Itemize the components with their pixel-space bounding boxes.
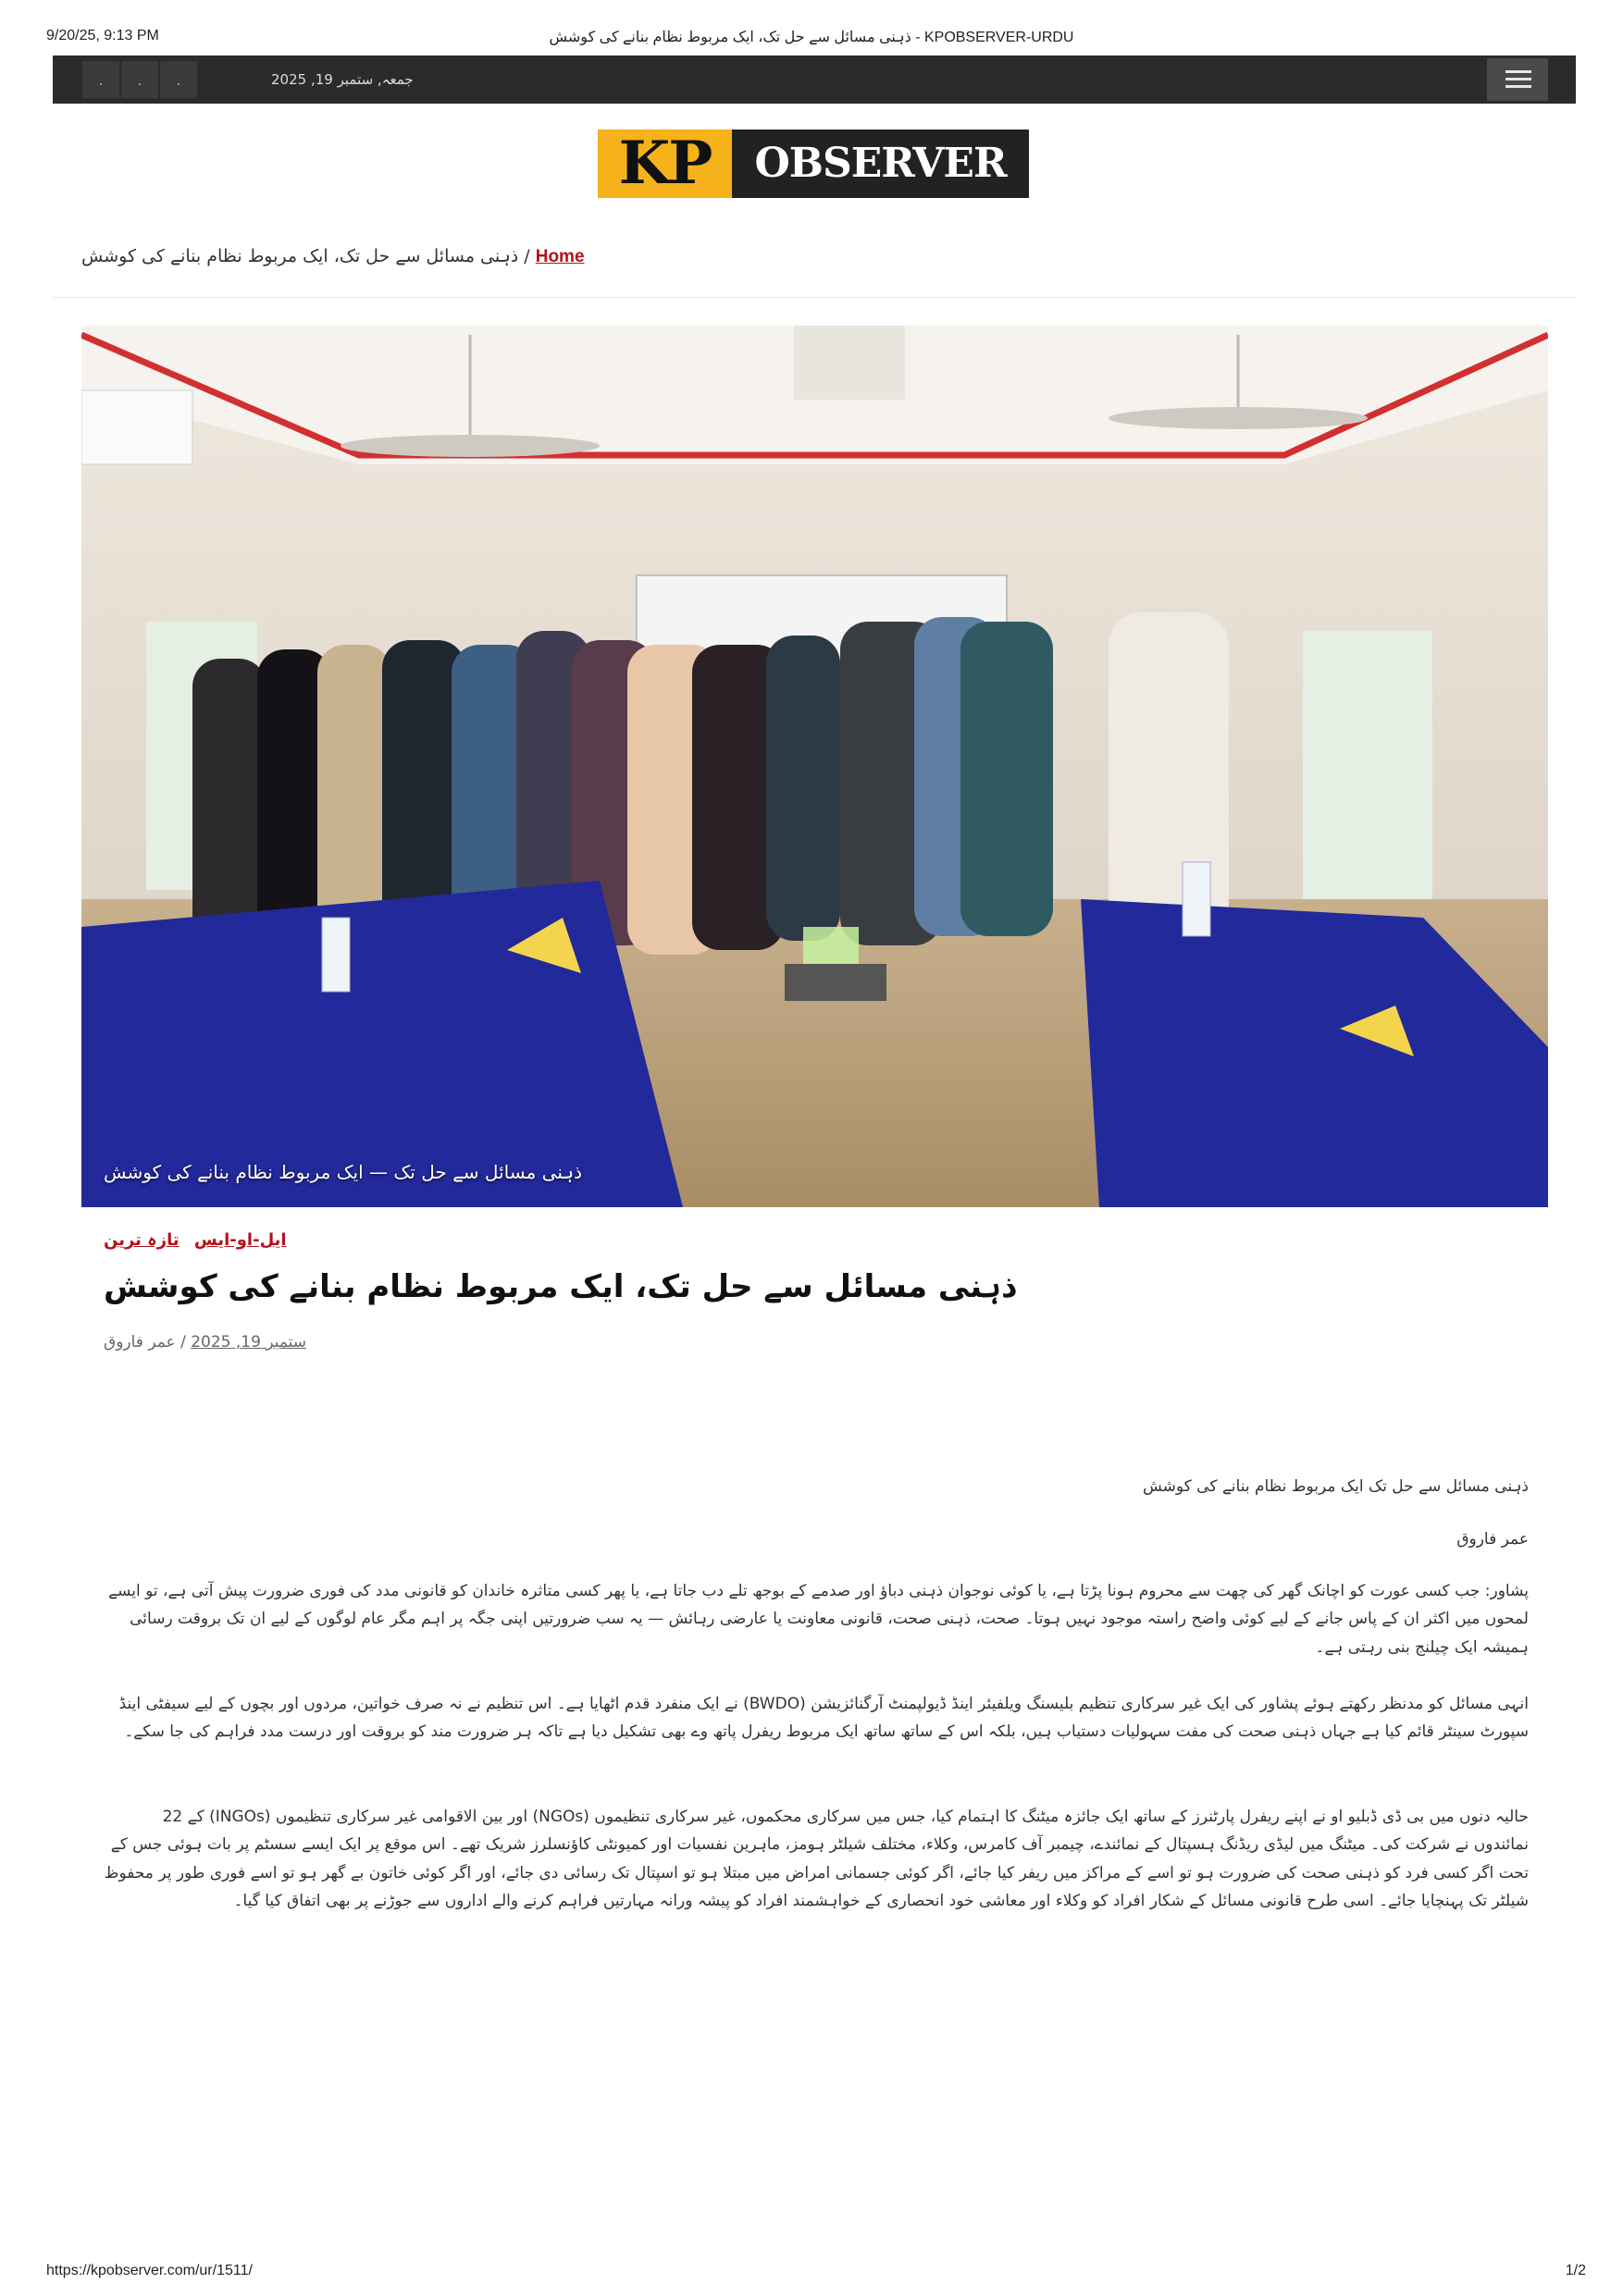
print-url: https://kpobserver.com/ur/1511/	[46, 2263, 253, 2278]
image-caption: ذہنی مسائل سے حل تک — ایک مربوط نظام بنانے کی کوشش	[104, 1161, 582, 1183]
category-link-los[interactable]: ایل-او-ایس	[193, 1230, 287, 1250]
body-author: عمر فاروق	[1456, 1530, 1529, 1549]
article-author[interactable]: عمر فاروق	[104, 1333, 176, 1352]
breadcrumb-current: ذہنی مسائل سے حل تک، ایک مربوط نظام بنانے کی کوشش	[81, 246, 519, 266]
article-meta: ستمبر 19, 2025 / عمر فاروق	[104, 1333, 307, 1352]
social-link-1[interactable]: .	[82, 61, 119, 98]
breadcrumb-home-link[interactable]: Home	[535, 247, 585, 266]
print-page-number: 1/2	[1565, 2263, 1586, 2278]
paragraph-3: حالیہ دنوں میں بی ڈی ڈبلیو او نے اپنے ریفرل پارٹنرز کے ساتھ ایک جائزہ میٹنگ کا اہتمام کیا، جس میں سرکاری محکموں، غیر سرکاری تنظیموں (NGOs) اور بین الاقوامی غیر سرکاری تنظیموں (INGOs) کے 22 نمائندوں نے شرکت کی۔ میٹنگ میں لیڈی ریڈنگ ہسپتال کے نمائندے، چیمبر آف کامرس، وکلاء، مختلف شیلٹر ہومز، ماہرین نفسیات اور کمیونٹی کاؤنسلرز شریک تھے۔ اس موقع پر ایک ایسے سسٹم پر بات ہوئی جس کے تحت اگر کسی فرد کو ذہنی صحت کی ضرورت ہو تو اسے کے مراکز میں ریفر کیا جائے، اگر کوئی جسمانی امراض میں مبتلا ہو تو اسپتال تک رسائی دی جائے، اور اگر کوئی خاتون بے گھر ہو تو اسے فوری طور پر محفوظ شیلٹر تک پہنچایا جائے۔ اسی طرح قانونی مسائل کے شکار افراد کو وکلاء اور معاشی خود انحصاری کے خواہشمند افراد کو پیشہ ورانہ مہارتیں فراہم کرنے والے اداروں سے جوڑنے پر بھی اتفاق کیا گیا۔	[104, 1808, 1529, 1910]
top-bar	[53, 56, 1576, 104]
site-logo[interactable]	[598, 130, 1029, 198]
article-date[interactable]: ستمبر 19, 2025	[191, 1333, 307, 1352]
body-title: ذہنی مسائل سے حل تک ایک مربوط نظام بنانے کی کوشش	[1142, 1477, 1529, 1496]
top-bar-date: جمعہ, ستمبر 19, 2025	[271, 71, 414, 88]
social-link-3[interactable]: .	[160, 61, 197, 98]
print-page-title: ذہنی مسائل سے حل تک، ایک مربوط نظام بنانے کی کوشش - KPOBSERVER-URDU	[549, 30, 1074, 45]
print-datetime: 9/20/25, 9:13 PM	[46, 28, 159, 43]
paragraph-1: پشاور: جب کسی عورت کو اچانک گھر کی چھت سے محروم ہونا پڑتا ہے، یا کوئی نوجوان ذہنی دباؤ اور صدمے کے بوجھ تلے دب جاتا ہے، یا پھر کسی متاثرہ خاندان کو قانونی مدد کی فوری ضرورت پیش آتی ہے، تو ایسے لمحوں میں اکثر ان کے پاس جانے کے لیے کوئی واضح راستہ موجود نہیں ہوتا۔ صحت، ذہنی صحت، قانونی معاونت یا عارضی رہائش — یہ سب ضرورتیں اپنی جگہ پر اہم مگر عام لوگوں کے لیے ان تک بروقت رسائی ہمیشہ ایک چیلنج بنی رہتی ہے۔	[108, 1582, 1529, 1657]
logo-kp: KP	[598, 130, 732, 198]
category-link-latest[interactable]: تازہ ترین	[104, 1230, 180, 1250]
paragraph-2: انہی مسائل کو مدنظر رکھتے ہوئے پشاور کی ایک غیر سرکاری تنظیم بلیسنگ ویلفیئر اینڈ ڈیولپمنٹ آرگنائزیشن (BWDO) نے ایک منفرد قدم اٹھایا ہے۔ اس تنظیم نے نہ صرف خواتین، مردوں اور بچوں کے لیے سیفٹی اینڈ سپورٹ سینٹر قائم کیا ہے جہاں ذہنی صحت کی مفت سہولیات دستیاب ہیں، بلکہ اس کے ساتھ ساتھ ایک مربوط ریفرل پاتھ وے بھی تشکیل دیا ہے تاکہ ہر ضرورت مند کو بروقت اور درست مدد فراہم کی جا سکے۔	[118, 1695, 1529, 1742]
social-link-2[interactable]: .	[121, 61, 158, 98]
hamburger-icon	[1505, 70, 1531, 73]
category-links	[104, 1230, 296, 1250]
breadcrumb	[81, 246, 590, 267]
article-headline: ذہنی مسائل سے حل تک، ایک مربوط نظام بنانے کی کوشش	[104, 1268, 1018, 1305]
logo-observer: OBSERVER	[754, 140, 1007, 187]
menu-button[interactable]	[1487, 58, 1548, 101]
breadcrumb-separator: /	[524, 246, 530, 266]
meeting-photo-illustration	[81, 326, 1548, 1207]
featured-image	[81, 326, 1548, 1207]
header-divider	[53, 297, 1576, 298]
